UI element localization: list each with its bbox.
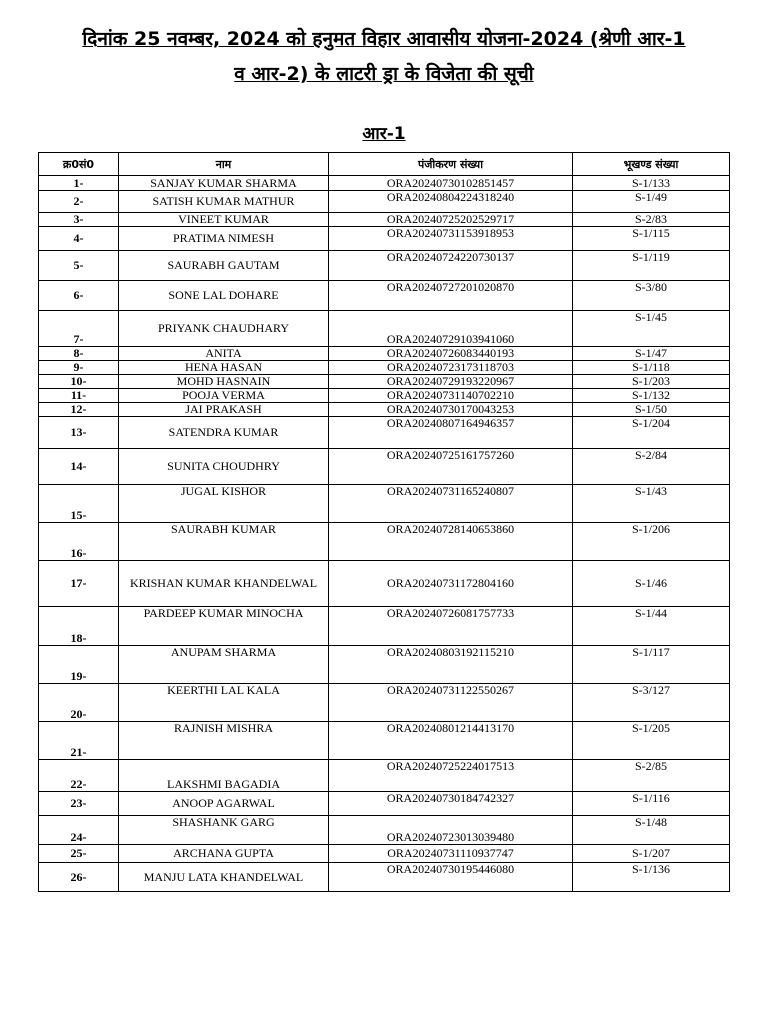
registration-no-cell: ORA20240726083440193 <box>329 347 573 361</box>
table-row <box>39 375 730 389</box>
plot-no-cell: S-1/118 <box>573 361 730 375</box>
table-row <box>39 227 730 251</box>
serial-no-cell: 19- <box>39 646 119 684</box>
serial-no-cell: 15- <box>39 485 119 523</box>
plot-no-cell: S-1/44 <box>573 607 730 646</box>
registration-no-cell: ORA20240730195446080 <box>329 863 573 892</box>
plot-no-cell: S-1/49 <box>573 191 730 213</box>
table-row <box>39 845 730 863</box>
name-cell: RAJNISH MISHRA <box>119 722 329 760</box>
table-row <box>39 347 730 361</box>
table-row <box>39 816 730 845</box>
plot-no-cell: S-1/117 <box>573 646 730 684</box>
name-cell: PARDEEP KUMAR MINOCHA <box>119 607 329 646</box>
registration-no-cell: ORA20240730184742327 <box>329 792 573 816</box>
table-header-row <box>39 153 730 176</box>
registration-no-cell: ORA20240731140702210 <box>329 389 573 403</box>
plot-no-cell: S-1/206 <box>573 523 730 561</box>
serial-no-cell: 16- <box>39 523 119 561</box>
table-row <box>39 863 730 892</box>
serial-no-cell: 18- <box>39 607 119 646</box>
plot-no-cell: S-2/85 <box>573 760 730 792</box>
table-row <box>39 417 730 449</box>
name-cell: MANJU LATA KHANDELWAL <box>119 863 329 892</box>
serial-no-cell: 25- <box>39 845 119 863</box>
registration-no-cell: ORA20240730170043253 <box>329 403 573 417</box>
registration-no-cell: ORA20240803192115210 <box>329 646 573 684</box>
header-name: नाम <box>119 153 329 176</box>
name-cell: SANJAY KUMAR SHARMA <box>119 176 329 191</box>
name-cell: ANOOP AGARWAL <box>119 792 329 816</box>
registration-no-cell: ORA20240807164946357 <box>329 417 573 449</box>
table-row <box>39 722 730 760</box>
plot-no-cell: S-1/46 <box>573 561 730 607</box>
registration-no-cell: ORA20240727201020870 <box>329 281 573 311</box>
section-title <box>0 121 768 144</box>
plot-no-cell: S-1/47 <box>573 347 730 361</box>
plot-no-cell: S-1/203 <box>573 375 730 389</box>
serial-no-cell: 14- <box>39 449 119 485</box>
table-row <box>39 389 730 403</box>
registration-no-cell: ORA20240804224318240 <box>329 191 573 213</box>
registration-no-cell: ORA20240729103941060 <box>329 311 573 347</box>
plot-no-cell: S-3/127 <box>573 684 730 722</box>
table-row <box>39 311 730 347</box>
serial-no-cell: 21- <box>39 722 119 760</box>
plot-no-cell: S-1/116 <box>573 792 730 816</box>
name-cell: ANITA <box>119 347 329 361</box>
header-registration-no: पंजीकरण संख्या <box>329 153 573 176</box>
plot-no-cell: S-1/43 <box>573 485 730 523</box>
name-cell: HENA HASAN <box>119 361 329 375</box>
registration-no-cell: ORA20240723013039480 <box>329 816 573 845</box>
header-plot-no: भूखण्ड संख्या <box>573 153 730 176</box>
serial-no-cell: 2- <box>39 191 119 213</box>
registration-no-cell: ORA20240725161757260 <box>329 449 573 485</box>
serial-no-cell: 1- <box>39 176 119 191</box>
registration-no-cell: ORA20240731172804160 <box>329 561 573 607</box>
plot-no-cell: S-1/133 <box>573 176 730 191</box>
registration-no-cell: ORA20240725224017513 <box>329 760 573 792</box>
name-cell: ANUPAM SHARMA <box>119 646 329 684</box>
serial-no-cell: 9- <box>39 361 119 375</box>
name-cell: VINEET KUMAR <box>119 213 329 227</box>
serial-no-cell: 20- <box>39 684 119 722</box>
plot-no-cell: S-1/207 <box>573 845 730 863</box>
document-title <box>20 22 748 92</box>
name-cell: POOJA VERMA <box>119 389 329 403</box>
plot-no-cell: S-2/83 <box>573 213 730 227</box>
table-row <box>39 403 730 417</box>
plot-no-cell: S-1/136 <box>573 863 730 892</box>
name-cell: SATENDRA KUMAR <box>119 417 329 449</box>
plot-no-cell: S-1/132 <box>573 389 730 403</box>
serial-no-cell: 24- <box>39 816 119 845</box>
table-row <box>39 523 730 561</box>
registration-no-cell: ORA20240731122550267 <box>329 684 573 722</box>
registration-no-cell: ORA20240731153918953 <box>329 227 573 251</box>
serial-no-cell: 4- <box>39 227 119 251</box>
name-cell: PRATIMA NIMESH <box>119 227 329 251</box>
serial-no-cell: 6- <box>39 281 119 311</box>
table-row <box>39 449 730 485</box>
header-serial-no: क्र0सं0 <box>39 153 119 176</box>
registration-no-cell: ORA20240724220730137 <box>329 251 573 281</box>
winners-table <box>38 152 730 892</box>
table-body <box>39 176 730 892</box>
title-line-1: दिनांक 25 नवम्बर, 2024 को हनुमत विहार आवासीय योजना-2024 (श्रेणी आर-1 <box>82 28 686 50</box>
registration-no-cell: ORA20240725202529717 <box>329 213 573 227</box>
name-cell: SATISH KUMAR MATHUR <box>119 191 329 213</box>
plot-no-cell: S-1/204 <box>573 417 730 449</box>
name-cell: ARCHANA GUPTA <box>119 845 329 863</box>
name-cell: JUGAL KISHOR <box>119 485 329 523</box>
plot-no-cell: S-1/45 <box>573 311 730 347</box>
name-cell: SAURABH GAUTAM <box>119 251 329 281</box>
serial-no-cell: 5- <box>39 251 119 281</box>
serial-no-cell: 13- <box>39 417 119 449</box>
title-line-2: व आर-2) के लाटरी ड्रा के विजेता की सूची <box>234 63 534 85</box>
serial-no-cell: 22- <box>39 760 119 792</box>
name-cell: SHASHANK GARG <box>119 816 329 845</box>
serial-no-cell: 11- <box>39 389 119 403</box>
name-cell: PRIYANK CHAUDHARY <box>119 311 329 347</box>
serial-no-cell: 10- <box>39 375 119 389</box>
registration-no-cell: ORA20240726081757733 <box>329 607 573 646</box>
plot-no-cell: S-2/84 <box>573 449 730 485</box>
registration-no-cell: ORA20240728140653860 <box>329 523 573 561</box>
table-row <box>39 485 730 523</box>
name-cell: SAURABH KUMAR <box>119 523 329 561</box>
registration-no-cell: ORA20240801214413170 <box>329 722 573 760</box>
serial-no-cell: 17- <box>39 561 119 607</box>
section-title-text: आर-1 <box>362 124 406 144</box>
name-cell: MOHD HASNAIN <box>119 375 329 389</box>
table-row <box>39 361 730 375</box>
table-row <box>39 760 730 792</box>
registration-no-cell: ORA20240731110937747 <box>329 845 573 863</box>
table-row <box>39 561 730 607</box>
name-cell: SUNITA CHOUDHRY <box>119 449 329 485</box>
name-cell: SONE LAL DOHARE <box>119 281 329 311</box>
serial-no-cell: 3- <box>39 213 119 227</box>
table-row <box>39 251 730 281</box>
table-row <box>39 646 730 684</box>
table-row <box>39 213 730 227</box>
plot-no-cell: S-1/115 <box>573 227 730 251</box>
name-cell: LAKSHMI BAGADIA <box>119 760 329 792</box>
serial-no-cell: 23- <box>39 792 119 816</box>
table-row <box>39 792 730 816</box>
table-row <box>39 607 730 646</box>
serial-no-cell: 7- <box>39 311 119 347</box>
serial-no-cell: 12- <box>39 403 119 417</box>
table-row <box>39 176 730 191</box>
registration-no-cell: ORA20240731165240807 <box>329 485 573 523</box>
name-cell: KEERTHI LAL KALA <box>119 684 329 722</box>
serial-no-cell: 26- <box>39 863 119 892</box>
plot-no-cell: S-1/50 <box>573 403 730 417</box>
name-cell: KRISHAN KUMAR KHANDELWAL <box>119 561 329 607</box>
plot-no-cell: S-1/205 <box>573 722 730 760</box>
table-row <box>39 191 730 213</box>
plot-no-cell: S-1/48 <box>573 816 730 845</box>
name-cell: JAI PRAKASH <box>119 403 329 417</box>
plot-no-cell: S-1/119 <box>573 251 730 281</box>
table-row <box>39 281 730 311</box>
serial-no-cell: 8- <box>39 347 119 361</box>
registration-no-cell: ORA20240729193220967 <box>329 375 573 389</box>
plot-no-cell: S-3/80 <box>573 281 730 311</box>
table-row <box>39 684 730 722</box>
registration-no-cell: ORA20240723173118703 <box>329 361 573 375</box>
registration-no-cell: ORA20240730102851457 <box>329 176 573 191</box>
